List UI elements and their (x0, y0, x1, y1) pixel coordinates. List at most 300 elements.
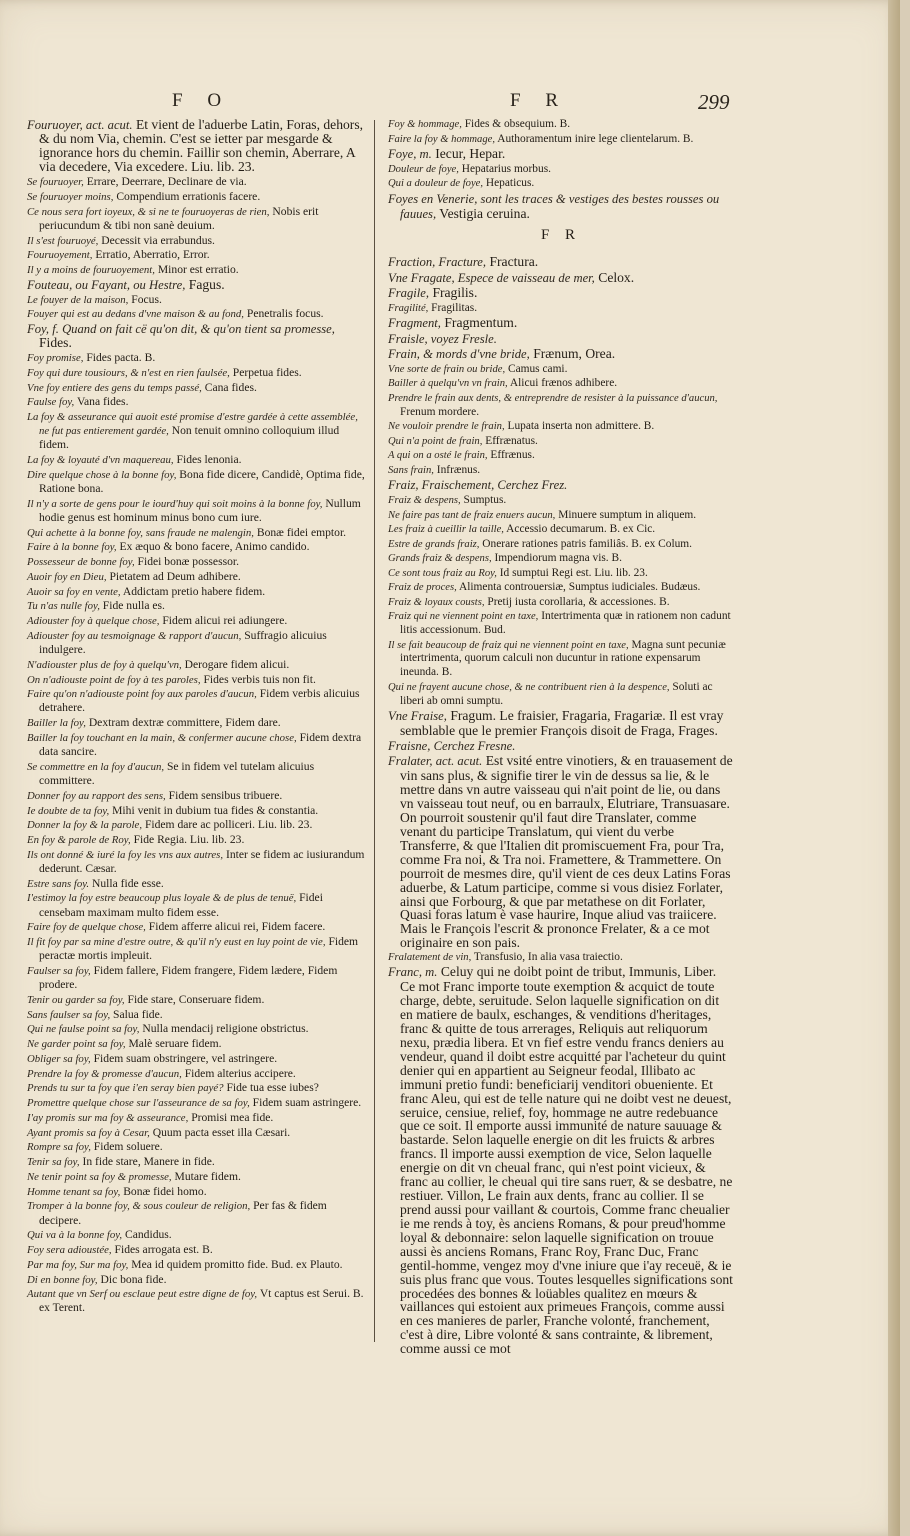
entry-french: Fragment, (388, 316, 441, 331)
entry-french: Fralater, act. acut. (388, 754, 483, 769)
dictionary-entry (27, 248, 365, 262)
entry-french: Foy promise, (27, 352, 84, 365)
entry-latin: Fides & obsequium. B. (464, 118, 571, 130)
right-running-head: F R (510, 90, 568, 111)
dictionary-entry (27, 993, 365, 1007)
entry-french: Bailler à quelqu'vn vn frain, (388, 378, 508, 390)
entry-latin: Fidem sensibus tribuere. (168, 788, 283, 802)
dictionary-entry (27, 848, 365, 876)
entry-latin: Hepaticus. (485, 177, 535, 190)
entry-latin: Derogare fidem alicui. (184, 657, 290, 671)
entry-french: Les fraiz à cueillir la taille, (388, 524, 504, 536)
entry-french: Fraiz & loyaux cousts, (388, 596, 485, 608)
dictionary-entry (27, 453, 365, 467)
entry-french: Tromper à la bonne foy, & sous couleur de religion, (27, 1200, 251, 1213)
dictionary-entry (27, 585, 365, 599)
dictionary-entry (388, 271, 734, 286)
entry-french: Grands fraiz & despens, (388, 553, 492, 565)
dictionary-entry (388, 163, 734, 177)
entry-french: Ayant promis sa foy à Cesar, (27, 1126, 150, 1139)
entry-french: Faire foy de quelque chose, (27, 921, 146, 934)
entry-latin: Magna sunt pecuniæ intertrimenta, quorum calculi non ducuntur in ratione expensarum ineunda. B. (400, 638, 726, 679)
entry-latin: Minor est erratio. (157, 263, 239, 277)
entry-latin: Errare, Deerrare, Declinare de via. (86, 175, 247, 189)
dictionary-entry (388, 951, 734, 965)
entry-latin: Fragilis. (432, 285, 478, 301)
entry-french: La foy & loyauté d'vn maquereau, (27, 454, 174, 467)
entry-french: Ie doubte de ta foy, (27, 804, 110, 817)
entry-latin: Malè seruare fidem. (128, 1037, 222, 1051)
dictionary-entry (388, 464, 734, 478)
entry-latin: Nulla mendacij religione obstrictus. (142, 1022, 309, 1036)
entry-french: Qui ne frayent aucune chose, & ne contribuent rien à la despence, (388, 681, 670, 693)
dictionary-entry (388, 478, 734, 493)
entry-latin: Fidem alicui rei adiungere. (162, 614, 288, 628)
dictionary-entry (388, 118, 734, 132)
entry-latin: Fidem verbis alicuius detrahere. (39, 687, 360, 715)
entry-french: N'adiouster plus de foy à quelqu'vn, (27, 658, 182, 671)
dictionary-entry (388, 610, 734, 638)
entry-latin: Pietatem ad Deum adhibere. (109, 569, 241, 583)
entry-latin: Non tenuit omnino colloquium illud fidem. (39, 424, 340, 452)
entry-latin: Bonæ fidei emptor. (256, 525, 347, 539)
entry-latin: Pretij iusta corollaria, & accessiones. B. (487, 595, 670, 608)
entry-french: Foy, f. Quand on fait cë qu'on dit, & qu'on tient sa promesse, (27, 322, 335, 337)
dictionary-entry (388, 316, 734, 331)
entry-french: Fraiz de proces, (388, 582, 457, 594)
entry-french: Ne faire pas tant de fraiz enuers aucun, (388, 509, 556, 521)
entry-french: Tenir sa foy, (27, 1156, 80, 1169)
dictionary-entry (27, 1170, 365, 1184)
entry-french: Vne foy entiere des gens du temps passé, (27, 381, 202, 394)
entry-latin: Effrænus. (490, 449, 535, 462)
entry-latin: Perpetua fides. (232, 365, 302, 379)
dictionary-entry (27, 920, 365, 934)
entry-french: Promettre quelque chose sur l'asseurance de sa foy, (27, 1097, 250, 1110)
dictionary-entry (388, 177, 734, 191)
entry-latin: Fides verbis tuis non fit. (203, 672, 316, 686)
entry-latin: Nulla fide esse. (92, 876, 164, 890)
entry-latin: Id sumptui Regi est. Liu. lib. 23. (499, 566, 648, 579)
entry-french: Foye, m. (388, 147, 432, 162)
entry-french: Qui ne faulse point sa foy, (27, 1023, 140, 1036)
dictionary-entry (388, 581, 734, 595)
dictionary-entry (27, 307, 365, 321)
dictionary-entry (388, 192, 734, 222)
entry-latin: Mutare fidem. (174, 1169, 241, 1183)
entry-french: Se commettre en la foy d'aucun, (27, 760, 165, 773)
entry-latin: Intertrimenta quæ in rationem non cadunt litis accessionum. Bud. (400, 610, 731, 637)
dictionary-entry (388, 420, 734, 434)
entry-latin: Fragilitas. (431, 301, 478, 314)
dictionary-entry (27, 1081, 365, 1095)
entry-french: Fraction, Fracture, (388, 255, 487, 270)
entry-latin: Fidem alterius accipere. (184, 1066, 296, 1080)
dictionary-entry (27, 1140, 365, 1154)
entry-latin: Infrænus. (436, 463, 481, 476)
dictionary-entry (27, 263, 365, 277)
dictionary-entry (27, 1111, 365, 1125)
entry-french: Faulser sa foy, (27, 965, 91, 977)
dictionary-entry (388, 347, 734, 362)
dictionary-entry (27, 964, 365, 992)
entry-latin: Et vient de l'aduerbe Latin, Foras, dehors, & du nom Via, chemin. C'est se ietter par mesgarde & ignorance hors du chemin. Faillir son chemin, Aberrare, A via decedere, Via excedere. Liu. lib. 23. (39, 117, 364, 175)
entry-latin: Fides. (39, 335, 72, 351)
entry-latin: Penetralis focus. (246, 307, 324, 321)
dictionary-entry (27, 818, 365, 832)
entry-french: Douleur de foye, (388, 163, 459, 175)
entry-latin: Fide tua esse iubes? (226, 1081, 319, 1095)
entry-french: Fraisle, voyez Fresle. (388, 331, 497, 346)
dictionary-entry (27, 629, 365, 657)
dictionary-entry (27, 731, 365, 759)
entry-french: Il fit foy par sa mine d'estre outre, & qu'il n'y eust en luy point de vie, (27, 936, 326, 949)
dictionary-entry (388, 377, 734, 391)
entry-latin: Fidem suam obstringere, vel astringere. (93, 1051, 278, 1065)
dictionary-entry (27, 716, 365, 730)
entry-french: Qui a douleur de foye, (388, 178, 484, 190)
entry-french: Foy qui dure tousiours, & n'est en rien faulsée, (27, 366, 230, 379)
entry-latin: Onerare rationes patris familiâs. B. ex Colum. (482, 537, 693, 550)
entry-french: Il y a moins de fouruoyement, (27, 264, 155, 277)
entry-latin: Est vsité entre vinotiers, & en trauasement de vin sans plus, & signifie tirer le vin de dessus sa lie, & le mettre dans vn autre vaisseau qui n'ait point de lie, ou dans vn vaisseau tout neuf, ou en barraulx, Elutriare, Transuasare. On pourroit soustenir qu'il faut dire Translater, comme venant du participe Translatum, qui vient du verbe Transferre, & que l'Italien dit promiscuement Fra, pour Tra, comme Fra noi, & Tra noi. Framettere, & Trammettere. On pourroit de mesmes dire, qu'il vient de ces deux Latins Foras aduerbe, & Latum participe, comme si vous disiez Forlater, ainsi que Forbourg, & que par metathese on dit Forlater, Quasi foras latum è vase haurire, Inque aliud vas traiicere. Mais le François l'escrit & prononce Frelater, & a ce mot originaire en son pais. (400, 753, 733, 951)
dictionary-entry (27, 877, 365, 891)
dictionary-entry (27, 468, 365, 496)
dictionary-entry (27, 175, 365, 189)
entry-latin: Iecur, Hepar. (435, 146, 506, 162)
entry-french: Ne vouloir prendre le frain, (388, 421, 505, 433)
dictionary-entry (27, 1228, 365, 1242)
dictionary-entry (27, 1052, 365, 1066)
entry-latin: Focus. (131, 292, 162, 306)
dictionary-entry (27, 1096, 365, 1110)
entry-french: Rompre sa foy, (27, 1141, 91, 1154)
dictionary-entry (388, 965, 734, 1356)
dictionary-entry (27, 760, 365, 788)
entry-french: Prends tu sur ta foy que i'en seray bien payé? (27, 1082, 224, 1095)
dictionary-entry (388, 709, 734, 738)
entry-french: Fraiz qui ne viennent point en taxe, (388, 611, 539, 623)
entry-french: Fouruoyement, (27, 249, 93, 262)
dictionary-entry (27, 1126, 365, 1140)
entry-latin: Accessio decumarum. B. ex Cic. (506, 523, 656, 536)
entry-french: Ce sont tous fraiz au Roy, (388, 567, 497, 579)
entry-latin: Fides arrogata est. B. (114, 1243, 213, 1257)
column-divider (374, 120, 375, 1342)
entry-latin: Inter se fidem ac iusiurandum dederunt. Cæsar. (39, 847, 365, 875)
dictionary-entry (27, 366, 365, 380)
dictionary-entry (388, 286, 734, 301)
entry-french: On n'adiouste point de foy à tes paroles, (27, 673, 201, 686)
entry-french: Faire la foy & hommage, (388, 133, 495, 145)
entry-french: Qui va à la bonne foy, (27, 1229, 123, 1242)
dictionary-entry (27, 570, 365, 584)
entry-french: Il n'y a sorte de gens pour le iourd'huy qui soit moins à la bonne foy, (27, 497, 323, 510)
entry-french: Foyes en Venerie, sont les traces & vestiges des bestes rousses ou fauues, (388, 191, 720, 221)
entry-french: Fouyer qui est au dedans d'vne maison & au fond, (27, 308, 244, 321)
dictionary-entry (388, 392, 734, 420)
dictionary-entry (27, 804, 365, 818)
dictionary-entry (27, 1185, 365, 1199)
entry-latin: Dic bona fide. (100, 1272, 167, 1286)
dictionary-entry (27, 891, 365, 919)
entry-french: Ce nous sera fort ioyeux, & si ne te fouruoyeras de rien, (27, 205, 270, 218)
entry-french: Auoir foy en Dieu, (27, 570, 107, 583)
entry-latin: In fide stare, Manere in fide. (82, 1155, 215, 1169)
dictionary-entry (27, 1155, 365, 1169)
entry-french: Frain, & mords d'vne bride, (388, 347, 530, 362)
entry-latin: Cana fides. (204, 380, 257, 394)
left-running-head: F O (172, 90, 232, 111)
entry-latin: Fagus. (188, 276, 225, 292)
entry-french: Auoir sa foy en vente, (27, 585, 121, 598)
entry-latin: Fidem suam astringere. (252, 1096, 362, 1110)
entry-french: Fraisne, Cerchez Fresne. (388, 738, 516, 753)
entry-french: I'estimoy la foy estre beaucoup plus loyale & de plus de tenuë, (27, 892, 297, 905)
entry-french: Faulse foy, (27, 396, 75, 409)
entry-french: Homme tenant sa foy, (27, 1185, 121, 1198)
dictionary-entry (27, 410, 365, 452)
entry-latin: Ex æquo & bono facere, Animo candido. (119, 540, 310, 554)
entry-latin: Promisi mea fide. (191, 1110, 274, 1124)
dictionary-entry (388, 302, 734, 316)
entry-french: Fragilité, (388, 302, 429, 314)
entry-french: Tenir ou garder sa foy, (27, 993, 125, 1006)
page-number: 299 (698, 90, 730, 114)
entry-french: Faire à la bonne foy, (27, 541, 117, 554)
right-column-top-entries (388, 118, 734, 221)
entry-latin: Fidem afferre alicui rei, Fidem facere. (148, 920, 326, 934)
entry-latin: Lupata inserta non admittere. B. (507, 420, 655, 433)
dictionary-entry (27, 1008, 365, 1022)
entry-latin: Addictam pretio habere fidem. (122, 584, 266, 598)
entry-latin: Fidem soluere. (93, 1140, 163, 1154)
entry-french: Di en bonne foy, (27, 1273, 98, 1286)
entry-latin: Candidus. (125, 1228, 172, 1242)
dictionary-entry (27, 190, 365, 204)
dictionary-entry (27, 599, 365, 613)
dictionary-entry (27, 1243, 365, 1257)
entry-french: Vne Fraise, (388, 709, 447, 724)
dictionary-entry (388, 552, 734, 566)
dictionary-entry (27, 118, 365, 175)
entry-latin: Camus cami. (507, 362, 568, 375)
dictionary-entry (27, 1022, 365, 1036)
entry-french: Adiouster foy à quelque chose, (27, 615, 160, 628)
dictionary-entry (388, 639, 734, 681)
entry-french: Bailler la foy touchant en la main, & confermer aucune chose, (27, 731, 297, 744)
dictionary-entry (27, 395, 365, 409)
entry-french: Sans faulser sa foy, (27, 1008, 111, 1021)
section-heading: F R (540, 227, 582, 244)
entry-latin: Fragmentum. (444, 315, 518, 331)
entry-latin: Transfusio, In alia vasa traiectio. (473, 950, 623, 963)
dictionary-entry (27, 540, 365, 554)
entry-latin: Dextram dextræ committere, Fidem dare. (88, 716, 281, 730)
dictionary-entry (27, 1287, 365, 1315)
entry-french: Vne sorte de frain ou bride, (388, 363, 506, 375)
dictionary-entry (27, 1258, 365, 1272)
entry-latin: Per fas & fidem decipere. (39, 1199, 327, 1227)
entry-french: Bailler la foy, (27, 717, 86, 730)
entry-french: A qui on a osté le frain, (388, 450, 488, 462)
entry-latin: Alimenta controuersiæ, Sumptus iudiciales. Budæus. (458, 581, 701, 594)
entry-latin: Nullum hodie genus est hominum minus bono cum iure. (39, 496, 361, 524)
entry-french: Fraiz & despens, (388, 495, 461, 506)
entry-latin: Nobis erit periucundum & tibi non sanè deuium. (39, 204, 319, 232)
entry-french: Foy sera adioustée, (27, 1244, 112, 1257)
entry-latin: Mea id quidem promitto fide. Bud. ex Plauto. (131, 1257, 343, 1271)
entry-french: Dire quelque chose à la bonne foy, (27, 468, 177, 481)
entry-latin: Mihi venit in dubium tua fides & constantia. (112, 803, 319, 817)
entry-french: Faire qu'on n'adiouste point foy aux paroles d'aucun, (27, 688, 257, 701)
entry-french: Fragile, (388, 286, 430, 301)
entry-french: Obliger sa foy, (27, 1052, 91, 1065)
dictionary-entry (388, 363, 734, 377)
entry-latin: Frænum, Orea. (533, 346, 616, 362)
entry-latin: Fide Regia. Liu. lib. 23. (133, 833, 245, 847)
entry-latin: Quum pacta esset illa Cæsari. (152, 1125, 291, 1139)
entry-latin: Frenum mordere. (400, 405, 480, 418)
entry-french: Fouteau, ou Fayant, ou Hestre, (27, 277, 186, 292)
dictionary-entry (388, 754, 734, 950)
dictionary-entry (27, 614, 365, 628)
dictionary-entry (27, 935, 365, 963)
dictionary-entry (388, 449, 734, 463)
entry-latin: Salua fide. (113, 1007, 163, 1021)
entry-latin: Bonæ fidei homo. (123, 1184, 207, 1198)
entry-latin: Se in fidem vel tutelam alicuius committere. (39, 759, 315, 788)
entry-latin: Fidem dare ac polliceri. Liu. lib. 23. (144, 818, 313, 832)
entry-french: Tu n'as nulle foy, (27, 600, 100, 613)
dictionary-entry (388, 596, 734, 610)
page-edge (888, 0, 900, 1536)
entry-latin: Sumptus. (463, 494, 507, 506)
entry-latin: Celuy qui ne doibt point de tribut, Immunis, Liber. Ce mot Franc importe toute exemption & acquict de toute charge, debte, seruitude. Selon laquelle signification on dit en matiere de baulx, eschanges, & venditions d'heritages, franc & quitte de tous arrerages, Reliquis aut reliquorum nexu, prædia libera. Et vn fief estre vendu francs deniers au vendeur, quand il doibt estre acquitté par l'acheteur du quint denier qui en appartient au Seigneur feodal, Illibato ac immuni pretio fundi: beneficiarij venditori obueniente. Et franc Aleu, qui est de telle nature qui ne doibt vest ne deuest, seruice, censiue, relief, foy, hommage ne autre redebuance que ce soit. Il emporte aussi immunité de nature sauuage & bastarde. Selon laquelle energie on dit les fruicts & arbres francs. Il importe aussi exemption de vice, Selon laquelle energie on dit vn cheual franc, qui n'est point vicieux, & franc au collier, le cheual qui tire sans rueт, & se desbatre, ne restiuer. Villon, Le frain aux dents, franc au collier. Il se prend aussi pour vaillant & courtois, Comme franc cheualier ie me rends à toy, ès anciens Romans, & pour preud'homme loyal & debonnaire: selon laquelle signification on trouue aussi ès anciens Romans, Franc Roy, Franc Duc, Franc gentil-homme, vengez moy d'vne iniure que i'ay receuë, & ie suis plus franc que vous. Toutes lesquelles significations sont procedées des bonnes & loüables qualitez en mœurs & vaillances qui estoient aux primeues François, comme aussi en ces manieres de parler, Franche volonté, franchement, c'est à dire, Libre volonté & sans contrainte, & librement, comme aussi ce mot (400, 964, 733, 1357)
entry-latin: Erratio, Aberratio, Error. (95, 248, 210, 262)
entry-french: Il s'est fouruoyé, (27, 234, 99, 247)
entry-french: Qui n'a point de frain, (388, 435, 483, 447)
entry-french: Fralatement de vin, (388, 951, 472, 963)
dictionary-entry (27, 673, 365, 687)
left-column (27, 118, 365, 1316)
dictionary-entry (388, 255, 734, 270)
dictionary-entry (27, 278, 365, 292)
entry-french: Estre de grands fraiz, (388, 538, 480, 550)
entry-french: Prendre la foy & promesse d'aucun, (27, 1067, 182, 1080)
dictionary-entry (27, 526, 365, 540)
entry-latin: Minuere sumptum in aliquem. (558, 508, 697, 521)
entry-latin: Impendiorum magna vis. B. (494, 552, 622, 565)
dictionary-entry (27, 789, 365, 803)
entry-latin: Effrænatus. (485, 434, 538, 447)
entry-french: Vne Fragate, Espece de vaisseau de mer, (388, 270, 595, 285)
entry-french: Prendre le frain aux dents, & entreprendre de resister à la puissance d'aucun, (388, 392, 718, 404)
dictionary-entry (388, 494, 734, 508)
entry-french: En foy & parole de Roy, (27, 834, 131, 847)
dictionary-entry (27, 381, 365, 395)
entry-latin: Fides pacta. B. (86, 351, 156, 365)
dictionary-entry (27, 293, 365, 307)
entry-latin: Fidem peractæ mortis impleuit. (39, 935, 359, 963)
entry-french: Donner foy au rapport des sens, (27, 789, 166, 802)
entry-latin: Fide stare, Conseruare fidem. (127, 992, 265, 1006)
dictionary-entry (27, 658, 365, 672)
entry-latin: Vestigia ceruina. (439, 205, 530, 221)
entry-french: Se fouruoyer moins, (27, 190, 114, 203)
dictionary-entry (27, 351, 365, 365)
entry-latin: Soluti ac liberi ab omni sumptu. (400, 680, 713, 707)
entry-latin: Fragum. Le fraisier, Fragaria, Fragariæ. Il est vray semblable que le premier François disoit de Fraga, Frages. (400, 708, 724, 739)
dictionary-entry (388, 509, 734, 523)
dictionary-entry (27, 1199, 365, 1227)
entry-french: Donner la foy & la parole, (27, 819, 143, 832)
entry-french: Fouruoyer, act. acut. (27, 118, 133, 132)
dictionary-entry (27, 1037, 365, 1051)
dictionary-entry (388, 147, 734, 162)
dictionary-entry (27, 322, 365, 350)
dictionary-entry (27, 833, 365, 847)
dictionary-entry (27, 687, 365, 715)
entry-latin: Decessit via errabundus. (101, 233, 215, 247)
dictionary-entry (388, 567, 734, 581)
entry-latin: Fides lenonia. (176, 453, 242, 467)
dictionary-entry (388, 523, 734, 537)
entry-french: Ils ont donné & iuré la foy les vns aux autres, (27, 848, 224, 861)
entry-french: Foy & hommage, (388, 119, 462, 130)
entry-french: I'ay promis sur ma foy & asseurance, (27, 1111, 189, 1124)
dictionary-entry (388, 332, 734, 347)
entry-latin: Fidem dextra data sancire. (39, 730, 362, 759)
right-column-entries (388, 255, 734, 1356)
dictionary-entry (27, 497, 365, 525)
entry-latin: Hepatarius morbus. (461, 162, 551, 175)
entry-latin: Fidei bonæ possessor. (137, 555, 240, 569)
entry-latin: Bona fide dicere, Candidè, Optima fide, Ratione bona. (39, 467, 365, 495)
entry-french: Le fouyer de la maison, (27, 293, 129, 306)
entry-french: La foy & asseurance qui auoit esté promise d'estre gardée à cette assemblée, ne fut pas entierement gardée, (27, 411, 358, 438)
entry-latin: Vana fides. (76, 395, 129, 409)
entry-french: Ne tenir point sa foy & promesse, (27, 1170, 172, 1183)
entry-french: Possesseur de bonne foy, (27, 556, 135, 569)
entry-latin: Compendium errationis facere. (116, 189, 261, 203)
dictionary-entry (27, 205, 365, 233)
entry-french: Par ma foy, Sur ma foy, (27, 1258, 129, 1271)
dictionary-entry (388, 435, 734, 449)
entry-latin: Vt captus est Serui. B. ex Terent. (39, 1287, 364, 1315)
entry-french: Fraiz, Fraischement, Cerchez Frez. (388, 478, 568, 493)
dictionary-entry (388, 133, 734, 147)
entry-french: Qui achette à la bonne foy, sans fraude ne malengin, (27, 526, 254, 539)
dictionary-entry (27, 555, 365, 569)
entry-latin: Fractura. (489, 254, 539, 270)
entry-french: Adiouster foy au tesmoignage & rapport d'aucun, (27, 629, 242, 642)
entry-french: Sans frain, (388, 464, 434, 476)
entry-latin: Celox. (598, 269, 635, 285)
entry-french: Franc, m. (388, 965, 438, 980)
entry-french: Estre sans foy. (27, 877, 90, 890)
right-column (388, 118, 734, 1357)
entry-latin: Suffragio alicuius indulgere. (39, 628, 327, 657)
dictionary-entry (388, 739, 734, 754)
entry-latin: Fide nulla es. (102, 599, 165, 613)
entry-latin: Alicui frænos adhibere. (509, 377, 618, 390)
entry-latin: Fidei censebam maximam multo fidem esse. (39, 891, 323, 919)
entry-french: Ne garder point sa foy, (27, 1038, 126, 1051)
dictionary-entry (27, 1067, 365, 1081)
dictionary-entry (388, 681, 734, 709)
dictionary-entry (388, 538, 734, 552)
